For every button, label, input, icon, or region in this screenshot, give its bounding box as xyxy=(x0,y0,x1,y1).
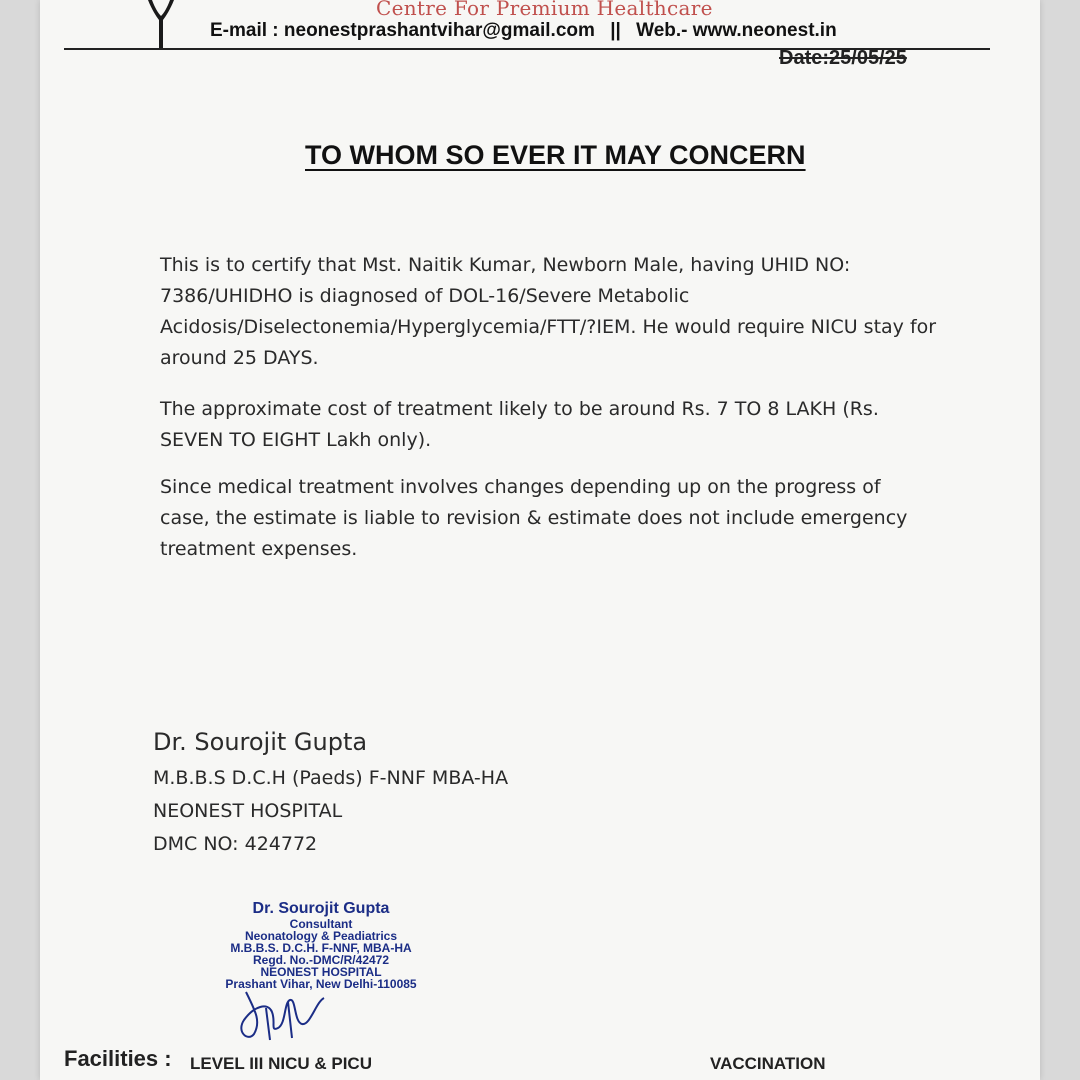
stamp-address: Prashant Vihar, New Delhi-110085 xyxy=(225,977,417,991)
document-heading: TO WHOM SO EVER IT MAY CONCERN xyxy=(305,140,806,170)
facilities-label: Facilities : xyxy=(64,1046,172,1071)
doctor-name: Dr. Sourojit Gupta xyxy=(153,728,368,756)
web-label: Web.- xyxy=(636,20,688,41)
date-value: 25/05/25 xyxy=(829,47,907,69)
certificate-paragraph: This is to certify that Mst. Naitik Kumar, Newborn Male, having UHID NO: 7386/UHIDHO is diagnosed of DOL-16/Severe Metabolic Acidosis/Diselectonemia/Hyperglycemia/FTT/?IEM. He would require NICU stay for around 25 DAYS. xyxy=(160,254,937,369)
stamp-name: Dr. Sourojit Gupta xyxy=(252,900,390,917)
handwritten-signature-icon xyxy=(206,962,366,1042)
footer-facilities xyxy=(64,1046,1024,1080)
contact-separator: || xyxy=(610,20,621,41)
contact-line xyxy=(210,20,837,42)
email-label: E-mail : xyxy=(210,20,279,41)
dmc-number: DMC NO: 424772 xyxy=(153,833,318,855)
doctor-qualifications: M.B.B.S D.C.H (Paeds) F-NNF MBA-HA xyxy=(153,767,509,789)
stamp-registration: Regd. No.-DMC/R/42472 xyxy=(252,953,390,967)
facility-item: LEVEL III NICU & PICU xyxy=(190,1054,372,1073)
disclaimer-paragraph: Since medical treatment involves changes depending up on the progress of case, the estimate is liable to revision & estimate does not include emergency treatment expenses. xyxy=(160,476,908,560)
signature-block xyxy=(153,722,508,861)
email-address: neonestprashantvihar@gmail.com xyxy=(283,20,595,41)
stamp-hospital: NEONEST HOSPITAL xyxy=(260,965,382,979)
cost-paragraph: The approximate cost of treatment likely to be around Rs. 7 TO 8 LAKH (Rs. SEVEN TO EIGHT Lakh only). xyxy=(160,398,879,451)
doctor-stamp xyxy=(186,900,456,1050)
stamp-specialty: Neonatology & Peadiatrics xyxy=(244,929,398,943)
stamp-qualifications: M.B.B.S. D.C.H. F-NNF, MBA-HA xyxy=(230,941,412,955)
date-label: Date: xyxy=(779,47,830,69)
hospital-logo-icon xyxy=(146,0,176,50)
stamp-designation: Consultant xyxy=(289,917,353,931)
document-date xyxy=(779,47,907,70)
web-address: www.neonest.in xyxy=(692,20,837,41)
hospital-name: NEONEST HOSPITAL xyxy=(153,800,343,822)
hospital-tagline: Centre For Premium Healthcare xyxy=(376,0,713,20)
facility-item: VACCINATION xyxy=(710,1054,826,1073)
